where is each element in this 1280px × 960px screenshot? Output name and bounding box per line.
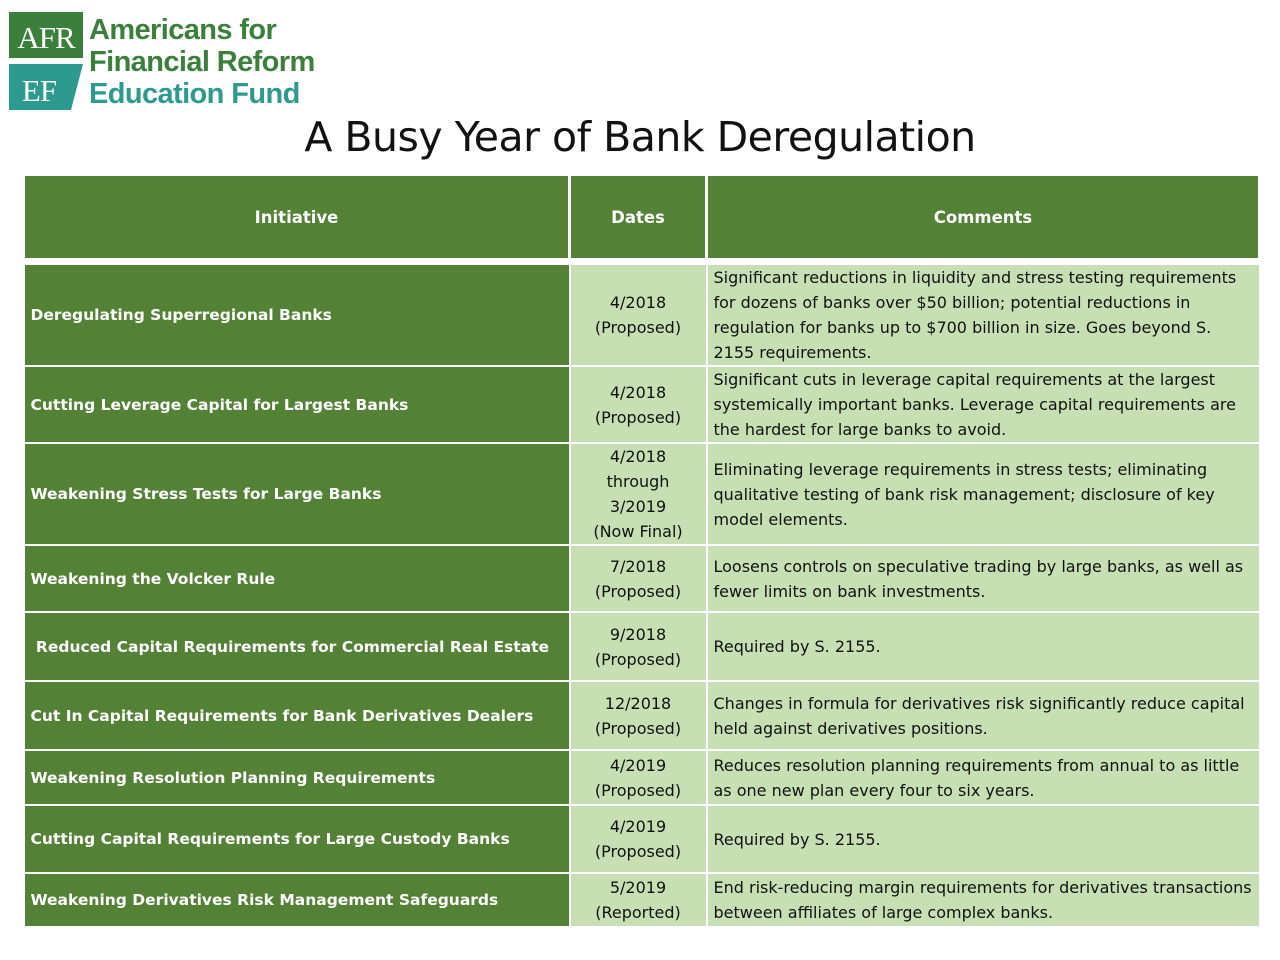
org-name xyxy=(89,14,315,110)
initiative-cell: Cutting Capital Requirements for Large Custody Banks xyxy=(24,805,570,873)
initiative-cell: Weakening the Volcker Rule xyxy=(24,545,570,612)
table-row xyxy=(24,264,1260,366)
page-title: A Busy Year of Bank Deregulation xyxy=(304,113,976,161)
comments-cell: Eliminating leverage requirements in stress tests; eliminating qualitative testing of bank risk management; disclosure of key model elements. xyxy=(707,443,1260,545)
dates-cell: 4/2018 (Proposed) xyxy=(570,264,707,366)
table-row xyxy=(24,612,1260,681)
header-dates: Dates xyxy=(570,175,707,260)
table-row xyxy=(24,805,1260,873)
initiative-cell: Deregulating Superregional Banks xyxy=(24,264,570,366)
header-initiative: Initiative xyxy=(24,175,570,260)
afr-logo xyxy=(9,12,315,112)
dates-cell: 12/2018 (Proposed) xyxy=(570,681,707,750)
comments-cell: Required by S. 2155. xyxy=(707,805,1260,873)
comments-cell: Significant reductions in liquidity and stress testing requirements for dozens of banks over $50 billion; potential reductions in regulation for banks up to $700 billion in size. Goes beyond S. 2155 requirements. xyxy=(707,264,1260,366)
comments-cell: Changes in formula for derivatives risk significantly reduce capital held against derivatives positions. xyxy=(707,681,1260,750)
initiative-cell: Weakening Derivatives Risk Management Safeguards xyxy=(24,873,570,927)
comments-cell: End risk-reducing margin requirements for derivatives transactions between affiliates of large complex banks. xyxy=(707,873,1260,927)
initiative-cell: Weakening Stress Tests for Large Banks xyxy=(24,443,570,545)
svg-text:EF: EF xyxy=(21,73,57,108)
dates-cell: 4/2018 through 3/2019 (Now Final) xyxy=(570,443,707,545)
afr-logo-mark xyxy=(9,12,83,110)
comments-cell: Reduces resolution planning requirements from annual to as little as one new plan every four to six years. xyxy=(707,750,1260,805)
table-row xyxy=(24,873,1260,927)
table-header-row xyxy=(24,175,1260,260)
org-name-line2: Financial Reform xyxy=(89,46,315,78)
table-row xyxy=(24,681,1260,750)
table-row xyxy=(24,545,1260,612)
comments-cell: Significant cuts in leverage capital requirements at the largest systemically important banks. Leverage capital requirements are the hardest for large banks to avoid. xyxy=(707,366,1260,443)
dates-cell: 9/2018 (Proposed) xyxy=(570,612,707,681)
comments-cell: Required by S. 2155. xyxy=(707,612,1260,681)
dates-cell: 7/2018 (Proposed) xyxy=(570,545,707,612)
dates-cell: 5/2019 (Reported) xyxy=(570,873,707,927)
comments-cell: Loosens controls on speculative trading by large banks, as well as fewer limits on bank investments. xyxy=(707,545,1260,612)
initiative-cell: Cutting Leverage Capital for Largest Banks xyxy=(24,366,570,443)
table-row xyxy=(24,366,1260,443)
header-comments: Comments xyxy=(707,175,1260,260)
org-name-line1: Americans for xyxy=(89,14,277,46)
svg-text:AFR: AFR xyxy=(17,20,75,55)
initiative-cell: Reduced Capital Requirements for Commercial Real Estate xyxy=(24,612,570,681)
org-name-line3: Education Fund xyxy=(89,78,300,110)
dates-cell: 4/2019 (Proposed) xyxy=(570,805,707,873)
dates-cell: 4/2019 (Proposed) xyxy=(570,750,707,805)
table-row xyxy=(24,443,1260,545)
initiative-cell: Weakening Resolution Planning Requirements xyxy=(24,750,570,805)
dates-cell: 4/2018 (Proposed) xyxy=(570,366,707,443)
table-row xyxy=(24,750,1260,805)
initiative-cell: Cut In Capital Requirements for Bank Derivatives Dealers xyxy=(24,681,570,750)
deregulation-table xyxy=(22,173,1261,928)
